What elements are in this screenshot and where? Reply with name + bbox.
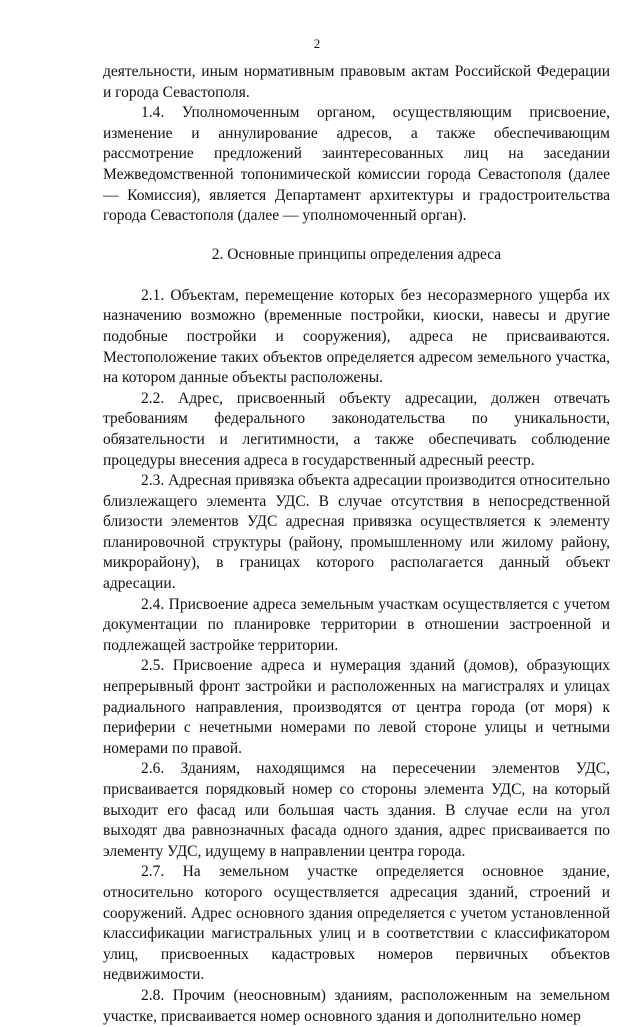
paragraph-2-6: 2.6. Зданиям, находящимся на пересечении элементов УДС, присваивается порядковый номер со стороны элемента УДС, на который выходит его фасад или большая часть здания. В случае если на угол выходят два равнозначных фасада одного здания, адрес присваивается по элементу УДС, идущему в направлении центра города.	[103, 760, 610, 860]
paragraph-2-1: 2.1. Объектам, перемещение которых без несоразмерного ущерба их назначению возможно (временные постройки, киоски, навесы и другие подобные постройки и сооружения), адреса не присваиваются. Местоположение таких объектов определяется адресом земельного участка, на котором данные объекты расположены.	[103, 286, 610, 387]
paragraph-2-8: 2.8. Прочим (неосновным) зданиям, расположенным на земельном участке, присваивается номер основного здания и дополнительно номер	[103, 986, 610, 1025]
section-heading: 2. Основные принципы определения адреса	[211, 245, 502, 263]
page-number: 2	[313, 36, 321, 51]
document-body	[103, 62, 610, 1027]
paragraph-2-4: 2.4. Присвоение адреса земельным участкам осуществляется с учетом документации по планировке территории в отношении застроенной и подлежащей застройке территории.	[103, 595, 610, 654]
paragraph-2-3: 2.3. Адресная привязка объекта адресации производится относительно близлежащего элемента УДС. В случае отсутствия в непосредственной близости элементов УДС адресная привязка осуществляется к элементу планировочной структуры (району, промышленному или жилому району, микрорайону), в границах которого располагается данный объект адресации.	[103, 472, 610, 593]
paragraph-2-2: 2.2. Адрес, присвоенный объекту адресации, должен отвечать требованиям федерального законодательства по уникальности, обязательности и легитимности, а также обеспечивать соблюдение процедуры внесения адреса в государственный адресный реестр.	[103, 389, 610, 469]
paragraph-2-5: 2.5. Присвоение адреса и нумерация зданий (домов), образующих непрерывный фронт застройки и расположенных на магистралях и улицах радиального направления, производятся от центра города (от моря) к периферии с нечетными номерами по левой стороне улицы и четными номерами по правой.	[103, 657, 610, 757]
paragraph-continuation: деятельности, иным нормативным правовым актам Российской Федерации и города Севастополя.	[103, 63, 610, 101]
paragraph-2-7: 2.7. На земельном участке определяется основное здание, относительно которого осуществляется адресация зданий, строений и сооружений. Адрес основного здания определяется с учетом установленной классификации магистральных улиц и в соответствии с классификатором улиц, присвоенных кадастровых номеров первичных объектов недвижимости.	[103, 863, 610, 984]
paragraph-1-4: 1.4. Уполномоченным органом, осуществляющим присвоение, изменение и аннулирование адресов, а также обеспечивающим рассмотрение предложений заинтересованных лиц на заседании Межведомственной топонимической комиссии города Севастополя (далее — Комиссия), является Департамент архитектуры и градостроительства города Севастополя (далее — уполномоченный орган).	[103, 104, 610, 225]
